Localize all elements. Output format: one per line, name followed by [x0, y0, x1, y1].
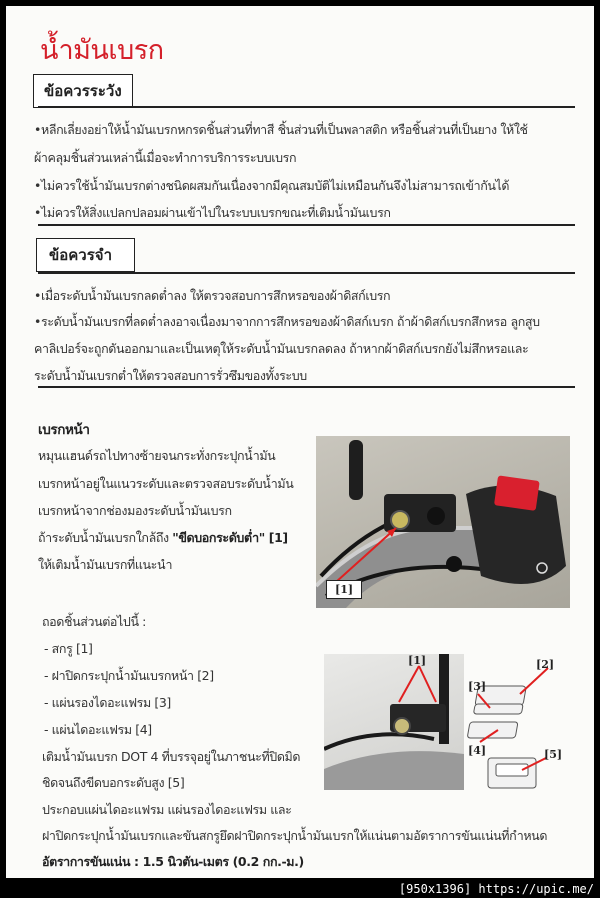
remove-item: - แผ่นไดอะแฟรม [4] [44, 722, 152, 737]
note-line: •เมื่อระดับน้ำมันเบรกลดต่ำลง ให้ตรวจสอบการสึกหรอของผ้าดิสก์เบรก [34, 288, 391, 303]
fill-line: เติมน้ำมันเบรก DOT 4 ที่บรรจุอยู่ในภาชนะที่ปิดมิด [42, 749, 301, 764]
front-brake-line: ให้เติมน้ำมันเบรกที่แนะนำ [38, 557, 173, 572]
remove-item: - ฝาปิดกระปุกน้ำมันเบรกหน้า [2] [44, 668, 214, 683]
divider [38, 272, 575, 274]
divider [38, 386, 575, 388]
caution-line: •หลีกเลี่ยงอย่าให้น้ำมันเบรกหกรดชิ้นส่วนที่ทาสี ชิ้นส่วนที่เป็นพลาสติก หรือชิ้นส่วนที่เป็นยาง ให้ใช้ [34, 122, 528, 137]
front-brake-line: เบรกหน้าจากช่องมองระดับน้ำมันเบรก [38, 503, 232, 518]
remove-heading: ถอดชิ้นส่วนต่อไปนี้ : [42, 614, 146, 629]
callout-4: [4] [468, 744, 487, 757]
callout-5: [5] [544, 748, 563, 761]
callout-1: [1] [326, 580, 362, 599]
fill-line: ชิดจนถึงขีดบอกระดับสูง [5] [42, 775, 185, 790]
callout-1: [1] [408, 654, 427, 667]
page-title: น้ำมันเบรก [40, 35, 164, 66]
assemble-line: ประกอบแผ่นไดอะแฟรม แผ่นรองไดอะแฟรม และ [42, 802, 292, 817]
note-line: •ระดับน้ำมันเบรกที่ลดต่ำลงอาจเนื่องมาจากการสึกหรอของผ้าดิสก์เบรก ถ้าผ้าดิสก์เบรกสึกหรอ ลูกสูบ [34, 314, 540, 329]
front-brake-line [38, 528, 288, 548]
low-level-mark: "ขีดบอกระดับต่ำ" [1] [172, 530, 288, 545]
divider [38, 106, 575, 108]
front-brake-heading: เบรกหน้า [38, 422, 90, 438]
remove-item: - สกรู [1] [44, 641, 93, 656]
reservoir-exploded-diagram [466, 654, 570, 790]
divider [38, 224, 575, 226]
caution-heading: ข้อควรระวัง [33, 74, 133, 108]
low-level-text: ถ้าระดับน้ำมันเบรกใกล้ถึง [38, 530, 173, 545]
assemble-line: ฝาปิดกระปุกน้ำมันเบรกและขันสกรูยึดฝาปิดกระปุกน้ำมันเบรกให้แน่นตามอัตราการขันแน่นที่กำหนด [42, 828, 548, 843]
note-line: คาลิเปอร์จะถูกดันออกมาและเป็นเหตุให้ระดับน้ำมันเบรกลดลง ถ้าหากผ้าดิสก์เบรกยังไม่สึกหรอและ [34, 341, 529, 356]
watermark: [950x1396] https://upic.me/ [398, 882, 594, 896]
torque-spec: อัตราการขันแน่น : 1.5 นิวตัน-เมตร (0.2 กก.-ม.) [42, 854, 304, 869]
front-brake-line: หมุนแฮนด์รถไปทางซ้ายจนกระทั่งกระปุกน้ำมัน [38, 448, 276, 463]
note-line: ระดับน้ำมันเบรกต่ำให้ตรวจสอบการรั่วซึมของทั้งระบบ [34, 368, 307, 383]
exploded-diagram [466, 654, 570, 790]
reservoir-cap-photo [324, 654, 464, 790]
handlebar-reservoir-photo [316, 436, 570, 608]
callout-2: [2] [536, 658, 555, 671]
caution-line: •ไม่ควรใช้น้ำมันเบรกต่างชนิดผสมกันเนื่องจากมีคุณสมบัติไม่เหมือนกันจึงไม่สามารถเข้ากันได้ [34, 178, 510, 193]
callout-3: [3] [468, 680, 487, 693]
front-brake-line: เบรกหน้าอยู่ในแนวระดับและตรวจสอบระดับน้ำมัน [38, 476, 294, 491]
caution-line: ผ้าคลุมชิ้นส่วนเหล่านี้เมื่อจะทำการบริการระบบเบรก [34, 150, 297, 165]
reservoir-illustration [324, 654, 464, 790]
caution-line: •ไม่ควรให้สิ่งแปลกปลอมผ่านเข้าไปในระบบเบรกขณะที่เติมน้ำมันเบรก [34, 205, 391, 220]
note-heading: ข้อควรจำ [36, 238, 135, 272]
remove-item: - แผ่นรองไดอะแฟรม [3] [44, 695, 171, 710]
manual-page [6, 6, 594, 878]
